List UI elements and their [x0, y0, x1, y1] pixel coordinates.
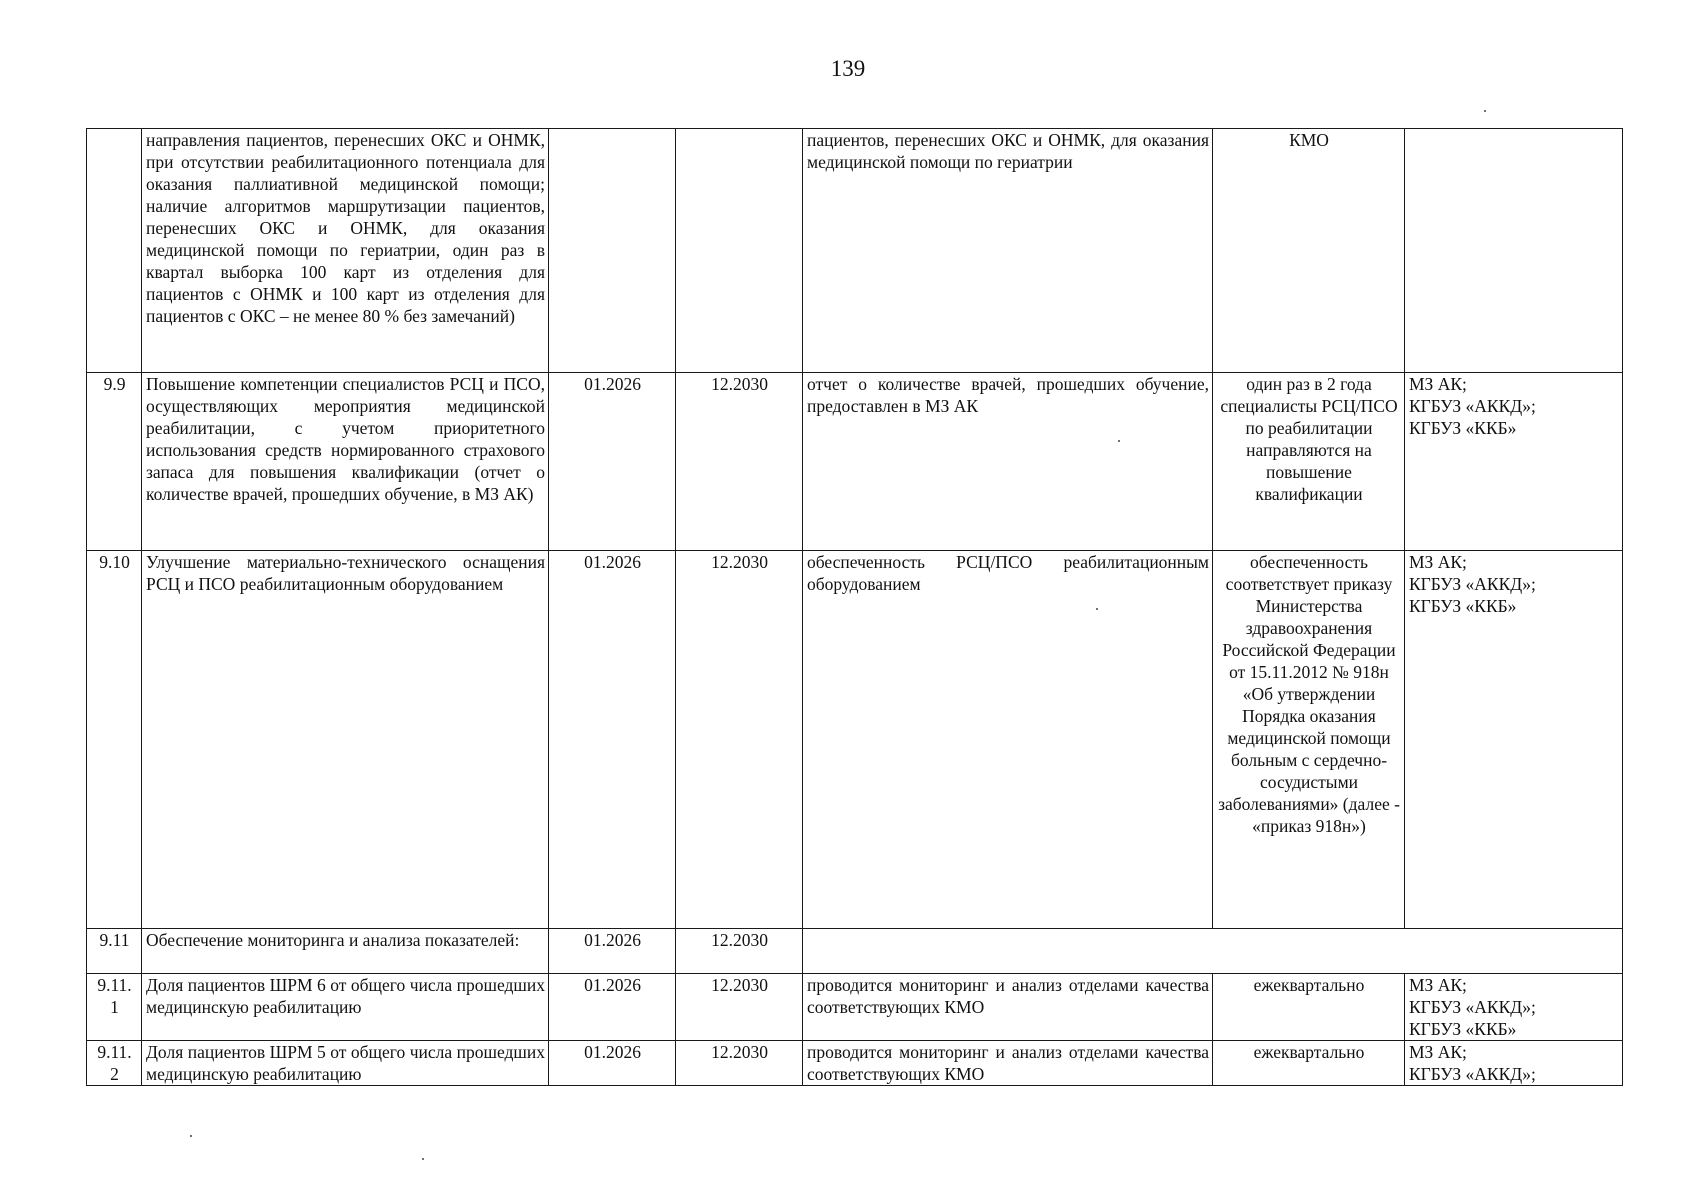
periodicity: ежеквартально: [1213, 974, 1405, 1041]
responsible-line: КГБУЗ «АККД»;: [1409, 396, 1536, 416]
measure-name: Улучшение материально-технического оснащения РСЦ и ПСО реабилитационным оборудованием: [142, 551, 549, 929]
periodicity: один раз в 2 года специалисты РСЦ/ПСО по реабилитации направляются на повышение квалификации: [1213, 373, 1405, 551]
end-date: [676, 129, 803, 373]
responsible-line: КГБУЗ «АККД»;: [1409, 574, 1536, 594]
responsible: [1405, 551, 1623, 929]
start-date: 01.2026: [549, 551, 676, 929]
measure-name: Доля пациентов ШРМ 5 от общего числа прошедших медицинскую реабилитацию: [142, 1041, 549, 1086]
merged-empty-cell: [803, 929, 1623, 974]
periodicity: обеспеченность соответствует приказу Министерства здравоохранения Российской Федерации от 15.11.2012 № 918н «Об утверждении Порядка оказания медицинской помощи больным с сердечно-сосудистыми заболеваниями» (далее - «приказ 918н»): [1213, 551, 1405, 929]
responsible-line: КГБУЗ «ККБ»: [1409, 1019, 1517, 1039]
responsible: [1405, 1041, 1623, 1086]
end-date: 12.2030: [676, 974, 803, 1041]
scan-speck: [422, 1158, 424, 1160]
responsible-line: КГБУЗ «АККД»;: [1409, 997, 1536, 1017]
responsible-line: КГБУЗ «ККБ»: [1409, 418, 1517, 438]
scan-speck: [1096, 608, 1098, 610]
responsible: [1405, 373, 1623, 551]
expected-result: отчет о количестве врачей, прошедших обучение, предоставлен в МЗ АК: [803, 373, 1213, 551]
table-row: [87, 974, 1623, 1041]
responsible-line: КГБУЗ «ККБ»: [1409, 596, 1517, 616]
start-date: 01.2026: [549, 1041, 676, 1086]
responsible-line: КГБУЗ «АККД»;: [1409, 1064, 1536, 1084]
expected-result: пациентов, перенесших ОКС и ОНМК, для оказания медицинской помощи по гериатрии: [803, 129, 1213, 373]
table-row: [87, 129, 1623, 373]
start-date: 01.2026: [549, 974, 676, 1041]
responsible: [1405, 129, 1623, 373]
table-row: [87, 1041, 1623, 1086]
scan-speck: [1118, 440, 1120, 442]
row-number: [87, 129, 142, 373]
measure-name: Доля пациентов ШРМ 6 от общего числа прошедших медицинскую реабилитацию: [142, 974, 549, 1041]
start-date: 01.2026: [549, 929, 676, 974]
plan-table: [86, 128, 1623, 1086]
page-number: 139: [830, 56, 866, 81]
start-date: 01.2026: [549, 373, 676, 551]
table-row: [87, 929, 1623, 974]
scan-speck: [190, 1135, 192, 1137]
row-number: 9.11. 1: [87, 974, 142, 1041]
table-row: [87, 551, 1623, 929]
end-date: 12.2030: [676, 929, 803, 974]
measure-name: Повышение компетенции специалистов РСЦ и ПСО, осуществляющих мероприятия медицинской реабилитации, с учетом приоритетного использования средств нормированного страхового запаса для повышения квалификации (отчет о количестве врачей, прошедших обучение, в МЗ АК): [142, 373, 549, 551]
end-date: 12.2030: [676, 1041, 803, 1086]
responsible-line: МЗ АК;: [1409, 552, 1467, 572]
responsible-line: МЗ АК;: [1409, 975, 1467, 995]
measure-name: Обеспечение мониторинга и анализа показателей:: [142, 929, 549, 974]
row-number: 9.10: [87, 551, 142, 929]
expected-result: обеспеченность РСЦ/ПСО реабилитационным оборудованием: [803, 551, 1213, 929]
row-number: 9.11. 2: [87, 1041, 142, 1086]
responsible-line: МЗ АК;: [1409, 1042, 1467, 1062]
row-number: 9.9: [87, 373, 142, 551]
periodicity: ежеквартально: [1213, 1041, 1405, 1086]
measure-name: направления пациентов, перенесших ОКС и ОНМК, при отсутствии реабилитационного потенциала для оказания паллиативной медицинской помощи; наличие алгоритмов маршрутизации пациентов, перенесших ОКС и ОНМК, для оказания медицинской помощи по гериатрии, один раз в квартал выборка 100 карт из отделения для пациентов с ОНМК и 100 карт из отделения для пациентов с ОКС – не менее 80 % без замечаний): [142, 129, 549, 373]
table-row: [87, 373, 1623, 551]
row-number: 9.11: [87, 929, 142, 974]
scan-speck: [1484, 110, 1486, 112]
expected-result: проводится мониторинг и анализ отделами качества соответствующих КМО: [803, 1041, 1213, 1086]
end-date: 12.2030: [676, 373, 803, 551]
start-date: [549, 129, 676, 373]
periodicity: КМО: [1213, 129, 1405, 373]
responsible: [1405, 974, 1623, 1041]
expected-result: проводится мониторинг и анализ отделами качества соответствующих КМО: [803, 974, 1213, 1041]
responsible-line: МЗ АК;: [1409, 374, 1467, 394]
end-date: 12.2030: [676, 551, 803, 929]
